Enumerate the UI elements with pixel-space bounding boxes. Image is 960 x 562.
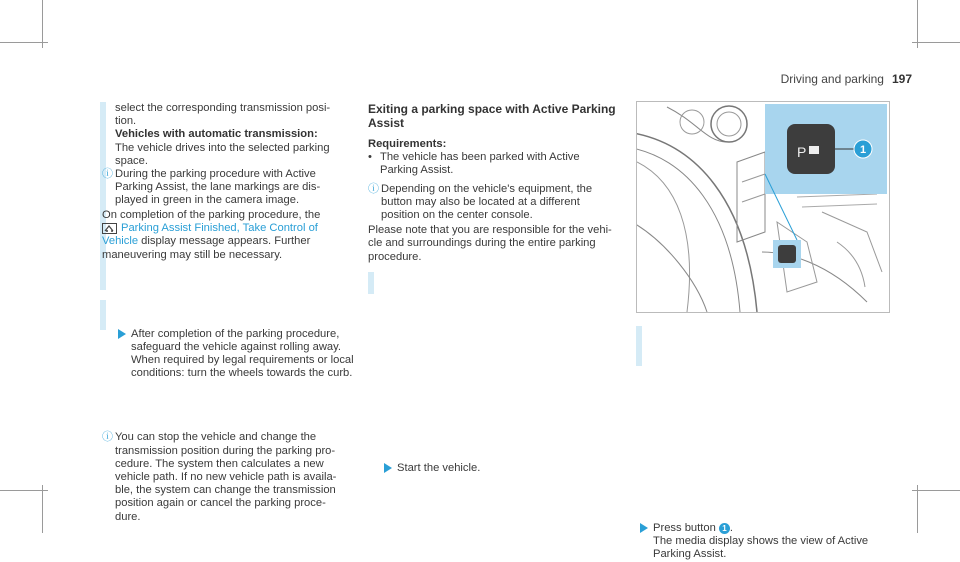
requirement-text: The vehicle has been parked with Active Parking Assist.	[380, 151, 580, 177]
requirements-heading: Requirements:	[368, 138, 447, 150]
svg-text:1: 1	[860, 144, 867, 156]
result-text: The media display shows the view of Active Parking Assist.	[653, 535, 869, 561]
drive-text: The vehicle drives into the selected parking space.	[115, 141, 330, 167]
automatic-heading: Vehicles with automatic transmission:	[115, 128, 318, 141]
responsibility-note: Please note that you are responsible for the vehi- cle and surroundings during the entire parking procedure.	[368, 224, 612, 263]
info-text: You can stop the vehicle and change the transmission position during the parking pro- cedure. The system then calculates a new vehicle path. If no new vehicle path is availa- ble, the system can change the transmission position again or cancel the parking proce- dure.	[115, 431, 337, 523]
crop-mark	[0, 490, 48, 491]
step-arrow-icon	[384, 463, 392, 473]
step-suffix: .	[729, 522, 734, 535]
crop-mark	[912, 490, 960, 491]
middle-column	[368, 102, 618, 264]
step-arrow-icon	[118, 329, 126, 339]
info-note-1	[102, 168, 361, 208]
step-bar	[368, 272, 374, 294]
start-step	[384, 462, 617, 475]
step-text: After completion of the parking procedure, safeguard the vehicle against rolling away. When required by legal requirements or local conditions: turn the wheels towards the curb.	[131, 327, 354, 380]
section-title: Driving and parking	[780, 72, 884, 86]
press-button-text	[653, 522, 903, 535]
info-text: Depending on the vehicle's equipment, the button may also be located at a different position on the center console.	[381, 182, 593, 222]
crop-mark	[912, 42, 960, 43]
left-column	[115, 102, 345, 168]
step-after-completion	[118, 328, 363, 381]
completion-block	[102, 209, 348, 262]
crop-mark	[917, 0, 918, 48]
message-suffix: display message appears. Further maneuvering may still be necessary.	[102, 235, 311, 261]
button-number-badge: 1	[719, 523, 730, 534]
transmission-text: select the corresponding transmission posi- tion.	[115, 102, 331, 128]
page-header	[781, 72, 912, 86]
info-note-2	[102, 431, 361, 523]
step-prefix: Press button	[653, 522, 719, 535]
message-link[interactable]: Parking Assist Finished, Take Control of Vehicle	[102, 222, 318, 248]
info-text: During the parking procedure with Active Parking Assist, the lane markings are dis- played in green in the camera image.	[115, 168, 321, 207]
crop-mark	[917, 485, 918, 533]
step-arrow-icon	[640, 523, 648, 533]
bullet: •	[368, 151, 372, 164]
info-icon: ⓘ	[102, 431, 113, 444]
crop-mark	[0, 42, 48, 43]
crop-mark	[42, 485, 43, 533]
console-illustration	[636, 101, 890, 313]
parking-assist-icon	[102, 223, 117, 234]
step-bar	[636, 326, 642, 366]
info-icon: ⓘ	[368, 182, 379, 195]
step-bar	[100, 300, 106, 330]
info-note-3	[368, 183, 618, 223]
svg-text:P: P	[797, 144, 807, 160]
press-button-step	[640, 522, 903, 562]
section-heading: Exiting a parking space with Active Parking Assist	[368, 102, 616, 130]
console-drawing	[637, 102, 889, 312]
page-number: 197	[891, 72, 912, 86]
crop-mark	[42, 0, 43, 48]
step-text: Start the vehicle.	[397, 461, 481, 474]
completion-text: On completion of the parking procedure, the	[102, 209, 321, 221]
info-icon: ⓘ	[102, 168, 113, 180]
requirement-item	[368, 151, 618, 177]
display-message	[102, 222, 348, 262]
